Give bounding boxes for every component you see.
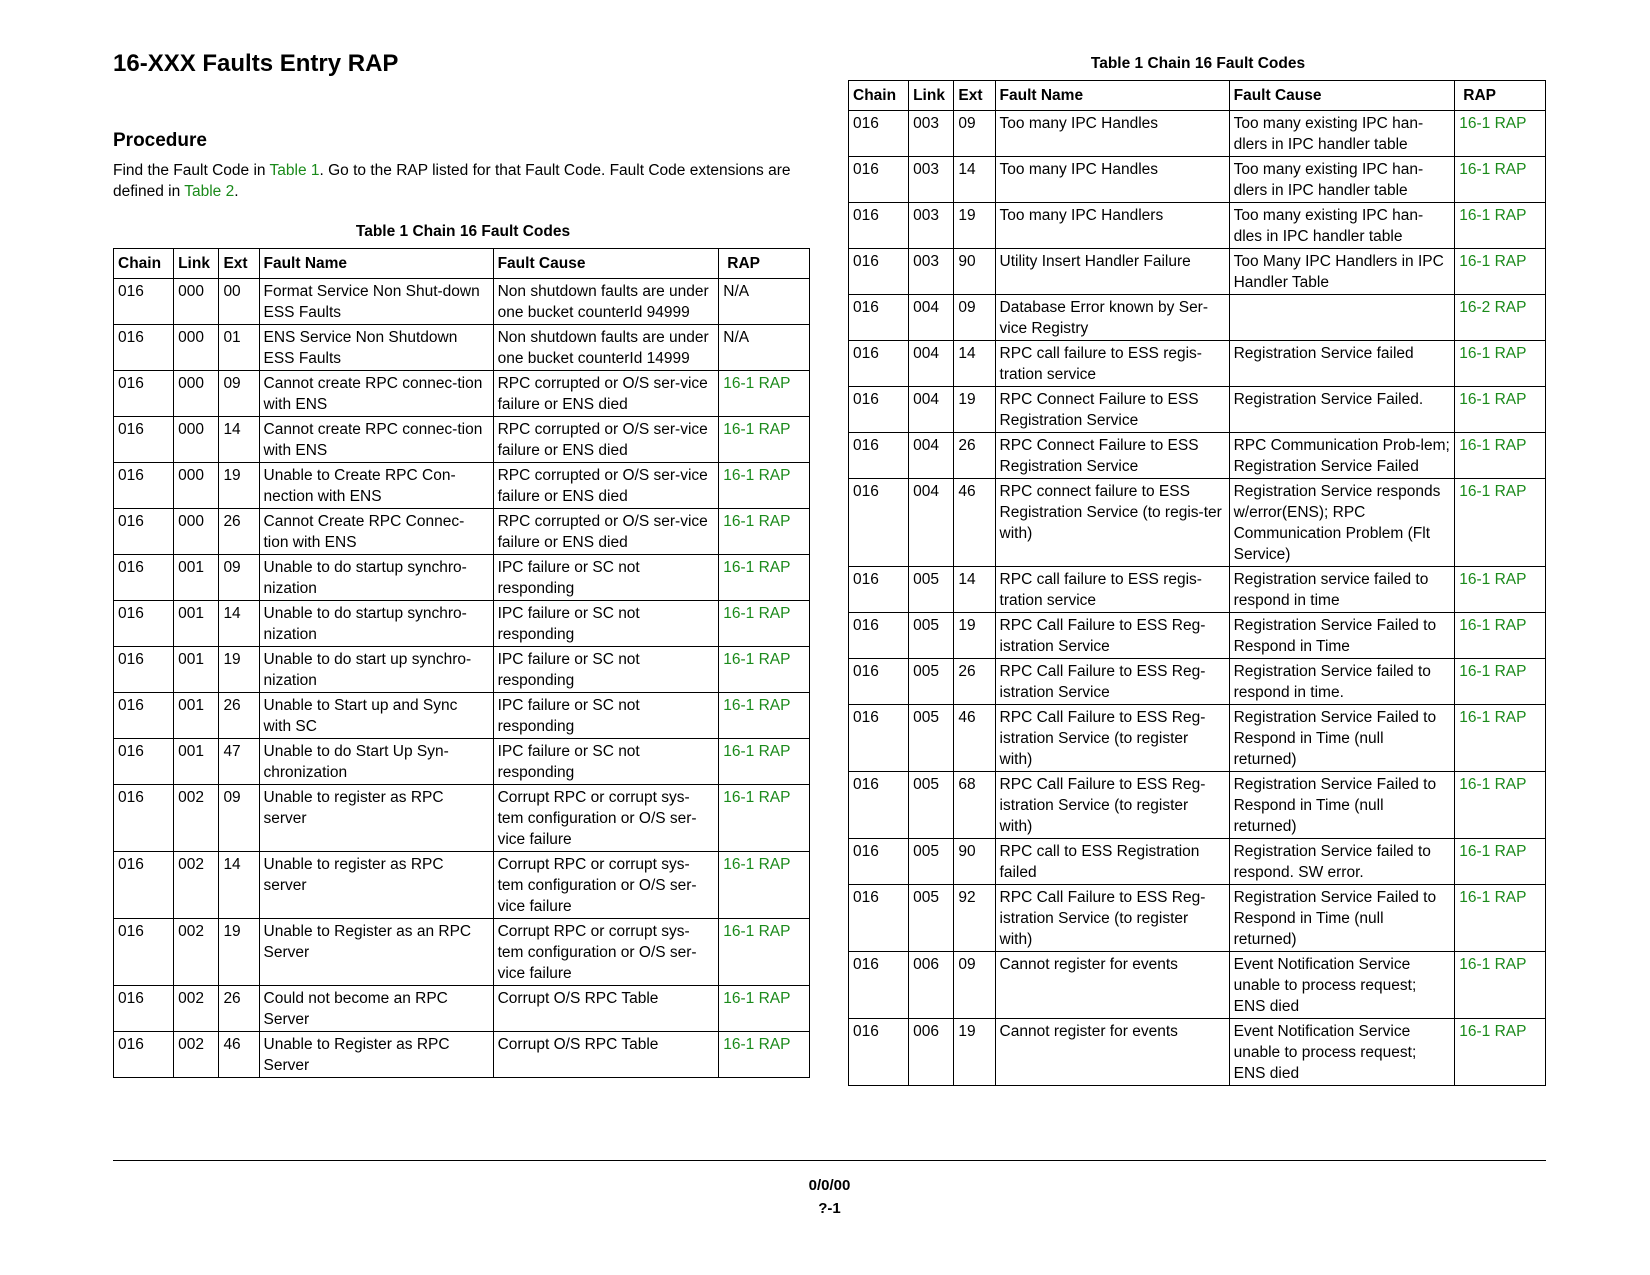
link-cell: 001 [174,693,219,739]
fault-cause-cell: Corrupt RPC or corrupt sys-tem configuration or O/S ser-vice failure [493,919,719,986]
chain-cell: 016 [114,371,174,417]
chain-cell: 016 [114,986,174,1032]
chain-cell: 016 [114,647,174,693]
rap-cell[interactable]: 16-1 RAP [719,371,810,417]
fault-cause-cell: Too many existing IPC han-dlers in IPC handler table [1229,157,1455,203]
rap-cell[interactable]: 16-1 RAP [719,463,810,509]
ext-cell: 19 [219,647,259,693]
rap-cell[interactable]: 16-1 RAP [719,509,810,555]
rap-cell[interactable]: 16-1 RAP [1455,433,1546,479]
chain-cell: 016 [849,157,909,203]
ext-cell: 92 [954,885,995,952]
link-cell: 005 [909,839,954,885]
rap-cell[interactable]: 16-1 RAP [719,919,810,986]
fault-cause-cell: Event Notification Service unable to process request; ENS died [1229,952,1455,1019]
link-cell: 005 [909,613,954,659]
fault-name-cell: Too many IPC Handles [995,111,1229,157]
ext-cell: 19 [954,387,995,433]
link-cell: 002 [174,919,219,986]
ext-cell: 09 [219,785,259,852]
table-row [849,659,1546,705]
fault-cause-cell: IPC failure or SC not responding [493,601,719,647]
fault-cause-cell: Non shutdown faults are under one bucket counterId 14999 [493,325,719,371]
fault-cause-cell: Registration Service Failed to Respond in Time [1229,613,1455,659]
table-row [849,157,1546,203]
chain-cell: 016 [114,417,174,463]
link-cell: 002 [174,852,219,919]
column-header-link: Link [909,81,954,111]
fault-name-cell: Cannot Create RPC Connec-tion with ENS [259,509,493,555]
table-row [849,479,1546,567]
rap-cell[interactable]: 16-1 RAP [719,417,810,463]
table-row [849,387,1546,433]
fault-cause-cell: Registration Service Failed. [1229,387,1455,433]
procedure-heading: Procedure [113,130,207,151]
link-cell: 000 [174,279,219,325]
ext-cell: 46 [954,479,995,567]
ext-cell: 01 [219,325,259,371]
table-row [849,772,1546,839]
table-caption-right: Table 1 Chain 16 Fault Codes [1090,55,1306,72]
fault-name-cell: RPC Call Failure to ESS Reg-istration Service [995,613,1229,659]
rap-cell[interactable]: 16-1 RAP [719,555,810,601]
header-row [849,81,1546,111]
fault-name-cell: Unable to do Start Up Syn-chronization [259,739,493,785]
chain-cell: 016 [114,1032,174,1078]
chain-cell: 016 [849,885,909,952]
table-row [849,111,1546,157]
link-cell: 005 [909,659,954,705]
fault-name-cell: RPC Connect Failure to ESS Registration Service [995,387,1229,433]
link-cell: 005 [909,885,954,952]
link-cell: 000 [174,417,219,463]
ext-cell: 14 [954,157,995,203]
chain-cell: 016 [849,295,909,341]
link-cell: 004 [909,295,954,341]
fault-cause-cell: Too many existing IPC han-dlers in IPC handler table [1229,111,1455,157]
rap-cell: N/A [719,325,810,371]
rap-cell[interactable]: 16-1 RAP [1455,111,1546,157]
chain-cell: 016 [114,463,174,509]
chain-cell: 016 [114,919,174,986]
chain-cell: 016 [849,203,909,249]
fault-name-cell: RPC Call Failure to ESS Reg-istration Service [995,659,1229,705]
footer-divider [113,1160,1546,1161]
fault-name-cell: RPC Connect Failure to ESS Registration Service [995,433,1229,479]
fault-codes-table-right [848,80,1546,1086]
table-caption-left: Table 1 Chain 16 Fault Codes [355,223,571,240]
table-row [114,852,810,919]
rap-cell: N/A [719,279,810,325]
fault-cause-cell: RPC corrupted or O/S ser-vice failure or ENS died [493,371,719,417]
fault-cause-cell: Corrupt RPC or corrupt sys-tem configuration or O/S ser-vice failure [493,785,719,852]
rap-cell[interactable]: 16-1 RAP [1455,341,1546,387]
rap-cell[interactable]: 16-1 RAP [719,601,810,647]
rap-cell[interactable]: 16-1 RAP [1455,249,1546,295]
chain-cell: 016 [849,567,909,613]
rap-cell[interactable]: 16-1 RAP [1455,203,1546,249]
column-header-link: Link [174,249,219,279]
fault-cause-cell: Corrupt RPC or corrupt sys-tem configuration or O/S ser-vice failure [493,852,719,919]
header-row [114,249,810,279]
table-row [114,325,810,371]
chain-cell: 016 [849,387,909,433]
rap-cell[interactable]: 16-1 RAP [719,785,810,852]
table-row [114,785,810,852]
table-2-link[interactable]: Table 2 [184,183,235,200]
fault-name-cell: Format Service Non Shut-down ESS Faults [259,279,493,325]
link-cell: 001 [174,647,219,693]
ext-cell: 46 [954,705,995,772]
ext-cell: 47 [219,739,259,785]
rap-cell[interactable]: 16-1 RAP [1455,479,1546,567]
table-row [114,919,810,986]
link-cell: 005 [909,705,954,772]
table-1-link[interactable]: Table 1 [269,162,320,179]
link-cell: 004 [909,387,954,433]
column-header-fault-name: Fault Name [259,249,493,279]
rap-cell[interactable]: 16-1 RAP [1455,387,1546,433]
link-cell: 004 [909,433,954,479]
ext-cell: 09 [219,555,259,601]
fault-codes-table-left [113,248,810,1078]
link-cell: 000 [174,463,219,509]
fault-name-cell: Unable to do startup synchro-nization [259,601,493,647]
fault-name-cell: Utility Insert Handler Failure [995,249,1229,295]
link-cell: 000 [174,325,219,371]
fault-name-cell: RPC call failure to ESS regis-tration service [995,341,1229,387]
table-row [849,433,1546,479]
table-row [849,249,1546,295]
table-row [114,463,810,509]
fault-name-cell: RPC connect failure to ESS Registration Service (to regis-ter with) [995,479,1229,567]
table-row [114,555,810,601]
ext-cell: 26 [219,986,259,1032]
chain-cell: 016 [849,705,909,772]
rap-cell[interactable]: 16-2 RAP [1455,295,1546,341]
rap-cell[interactable]: 16-1 RAP [719,1032,810,1078]
fault-cause-cell: RPC corrupted or O/S ser-vice failure or ENS died [493,463,719,509]
fault-name-cell: Too many IPC Handlers [995,203,1229,249]
rap-cell[interactable]: 16-1 RAP [719,986,810,1032]
ext-cell: 26 [219,509,259,555]
procedure-text [113,160,823,202]
ext-cell: 26 [954,433,995,479]
column-header-fault-cause: Fault Cause [1229,81,1455,111]
fault-name-cell: Unable to Register as RPC Server [259,1032,493,1078]
ext-cell: 68 [954,772,995,839]
ext-cell: 19 [954,203,995,249]
table-row [849,567,1546,613]
fault-cause-cell: Too Many IPC Handlers in IPC Handler Table [1229,249,1455,295]
ext-cell: 09 [954,111,995,157]
fault-cause-cell: Registration service failed to respond in time [1229,567,1455,613]
rap-cell[interactable]: 16-1 RAP [1455,613,1546,659]
rap-cell[interactable]: 16-1 RAP [719,693,810,739]
fault-name-cell: Unable to Create RPC Con-nection with ENS [259,463,493,509]
ext-cell: 14 [954,341,995,387]
fault-name-cell: Database Error known by Ser-vice Registry [995,295,1229,341]
rap-cell[interactable]: 16-1 RAP [1455,885,1546,952]
rap-cell[interactable]: 16-1 RAP [719,647,810,693]
ext-cell: 90 [954,249,995,295]
link-cell: 003 [909,111,954,157]
column-header-ext: Ext [954,81,995,111]
chain-cell: 016 [114,739,174,785]
table-header [114,249,810,279]
table-row [849,705,1546,772]
ext-cell: 19 [219,919,259,986]
chain-cell: 016 [849,952,909,1019]
table-row [849,839,1546,885]
rap-cell[interactable]: 16-1 RAP [1455,157,1546,203]
ext-cell: 00 [219,279,259,325]
fault-cause-cell: IPC failure or SC not responding [493,739,719,785]
procedure-text-part: . [234,183,239,200]
link-cell: 005 [909,567,954,613]
column-header-chain: Chain [849,81,909,111]
chain-cell: 016 [849,613,909,659]
link-cell: 001 [174,555,219,601]
table-row [114,601,810,647]
ext-cell: 46 [219,1032,259,1078]
rap-cell[interactable]: 16-1 RAP [1455,952,1546,1019]
link-cell: 001 [174,739,219,785]
fault-name-cell: RPC Call Failure to ESS Reg-istration Service (to register with) [995,705,1229,772]
fault-cause-cell: Non shutdown faults are under one bucket counterId 94999 [493,279,719,325]
fault-name-cell: Too many IPC Handles [995,157,1229,203]
ext-cell: 19 [954,1019,995,1086]
column-header-fault-cause: Fault Cause [493,249,719,279]
link-cell: 006 [909,952,954,1019]
link-cell: 004 [909,341,954,387]
rap-cell[interactable]: 16-1 RAP [1455,659,1546,705]
ext-cell: 19 [219,463,259,509]
table-row [114,986,810,1032]
fault-cause-cell: Registration Service Failed to Respond in Time (null returned) [1229,885,1455,952]
fault-name-cell: Could not become an RPC Server [259,986,493,1032]
rap-cell[interactable]: 16-1 RAP [719,852,810,919]
table-row [849,952,1546,1019]
fault-name-cell: RPC Call Failure to ESS Reg-istration Service (to register with) [995,885,1229,952]
fault-name-cell: ENS Service Non Shutdown ESS Faults [259,325,493,371]
column-header-ext: Ext [219,249,259,279]
chain-cell: 016 [849,341,909,387]
chain-cell: 016 [114,601,174,647]
link-cell: 006 [909,1019,954,1086]
fault-name-cell: RPC call failure to ESS regis-tration service [995,567,1229,613]
footer-page-number: ?-1 [818,1200,841,1217]
fault-cause-cell: RPC Communication Prob-lem; Registration Service Failed [1229,433,1455,479]
ext-cell: 14 [219,417,259,463]
fault-cause-cell: IPC failure or SC not responding [493,647,719,693]
fault-cause-cell [1229,295,1455,341]
ext-cell: 14 [219,601,259,647]
fault-cause-cell: Too many existing IPC han-dles in IPC handler table [1229,203,1455,249]
fault-name-cell: Cannot register for events [995,952,1229,1019]
chain-cell: 016 [849,772,909,839]
link-cell: 003 [909,157,954,203]
chain-cell: 016 [849,249,909,295]
rap-cell[interactable]: 16-1 RAP [1455,567,1546,613]
fault-name-cell: Unable to Start up and Sync with SC [259,693,493,739]
chain-cell: 016 [114,785,174,852]
procedure-text-part: Find the Fault Code in [113,162,270,179]
chain-cell: 016 [114,279,174,325]
rap-cell[interactable]: 16-1 RAP [1455,772,1546,839]
column-header-rap: RAP [719,249,810,279]
link-cell: 000 [174,509,219,555]
ext-cell: 14 [219,852,259,919]
table-row [114,739,810,785]
table-row [114,371,810,417]
link-cell: 004 [909,479,954,567]
fault-cause-cell: Corrupt O/S RPC Table [493,986,719,1032]
fault-name-cell: Unable to do startup synchro-nization [259,555,493,601]
chain-cell: 016 [114,509,174,555]
table-row [114,647,810,693]
procedure-text-part: . Go to the RAP listed for that Fault Code. Fault Code extensions are defined in [113,162,791,200]
page-title: 16-XXX Faults Entry RAP [113,50,399,77]
chain-cell: 016 [114,693,174,739]
chain-cell: 016 [849,433,909,479]
chain-cell: 016 [114,555,174,601]
column-header-rap: RAP [1455,81,1546,111]
table-row [114,417,810,463]
table-row [849,203,1546,249]
fault-name-cell: Unable to register as RPC server [259,785,493,852]
table-row [114,693,810,739]
fault-cause-cell: RPC corrupted or O/S ser-vice failure or ENS died [493,509,719,555]
fault-cause-cell: Registration Service responds w/error(ENS); RPC Communication Problem (Flt Service) [1229,479,1455,567]
table-body [114,279,810,1078]
table-row [114,509,810,555]
fault-name-cell: Cannot create RPC connec-tion with ENS [259,371,493,417]
table-row [114,1032,810,1078]
table-body [849,111,1546,1086]
ext-cell: 19 [954,613,995,659]
fault-name-cell: Cannot create RPC connec-tion with ENS [259,417,493,463]
table-row [114,279,810,325]
table-row [849,341,1546,387]
column-header-chain: Chain [114,249,174,279]
fault-cause-cell: Registration Service failed to respond. SW error. [1229,839,1455,885]
link-cell: 002 [174,785,219,852]
fault-name-cell: Unable to register as RPC server [259,852,493,919]
fault-cause-cell: Registration Service failed [1229,341,1455,387]
fault-name-cell: Unable to Register as an RPC Server [259,919,493,986]
link-cell: 001 [174,601,219,647]
ext-cell: 90 [954,839,995,885]
chain-cell: 016 [849,839,909,885]
table-row [849,295,1546,341]
chain-cell: 016 [114,325,174,371]
ext-cell: 09 [954,295,995,341]
table-row [849,1019,1546,1086]
fault-cause-cell: IPC failure or SC not responding [493,693,719,739]
footer-date: 0/0/00 [808,1177,851,1194]
link-cell: 003 [909,249,954,295]
fault-name-cell: RPC Call Failure to ESS Reg-istration Service (to register with) [995,772,1229,839]
link-cell: 002 [174,1032,219,1078]
table-header [849,81,1546,111]
ext-cell: 26 [954,659,995,705]
chain-cell: 016 [849,111,909,157]
fault-name-cell: Unable to do start up synchro-nization [259,647,493,693]
chain-cell: 016 [114,852,174,919]
fault-cause-cell: Registration Service Failed to Respond in Time (null returned) [1229,772,1455,839]
fault-name-cell: Cannot register for events [995,1019,1229,1086]
fault-cause-cell: Registration Service failed to respond in time. [1229,659,1455,705]
fault-cause-cell: RPC corrupted or O/S ser-vice failure or ENS died [493,417,719,463]
rap-cell[interactable]: 16-1 RAP [1455,705,1546,772]
table-row [849,885,1546,952]
chain-cell: 016 [849,659,909,705]
chain-cell: 016 [849,1019,909,1086]
rap-cell[interactable]: 16-1 RAP [1455,1019,1546,1086]
ext-cell: 09 [219,371,259,417]
link-cell: 003 [909,203,954,249]
fault-cause-cell: Event Notification Service unable to process request; ENS died [1229,1019,1455,1086]
table-row [849,613,1546,659]
ext-cell: 14 [954,567,995,613]
fault-cause-cell: Corrupt O/S RPC Table [493,1032,719,1078]
fault-cause-cell: Registration Service Failed to Respond in Time (null returned) [1229,705,1455,772]
chain-cell: 016 [849,479,909,567]
fault-name-cell: RPC call to ESS Registration failed [995,839,1229,885]
ext-cell: 09 [954,952,995,1019]
link-cell: 000 [174,371,219,417]
fault-cause-cell: IPC failure or SC not responding [493,555,719,601]
ext-cell: 26 [219,693,259,739]
column-header-fault-name: Fault Name [995,81,1229,111]
link-cell: 005 [909,772,954,839]
rap-cell[interactable]: 16-1 RAP [1455,839,1546,885]
rap-cell[interactable]: 16-1 RAP [719,739,810,785]
link-cell: 002 [174,986,219,1032]
